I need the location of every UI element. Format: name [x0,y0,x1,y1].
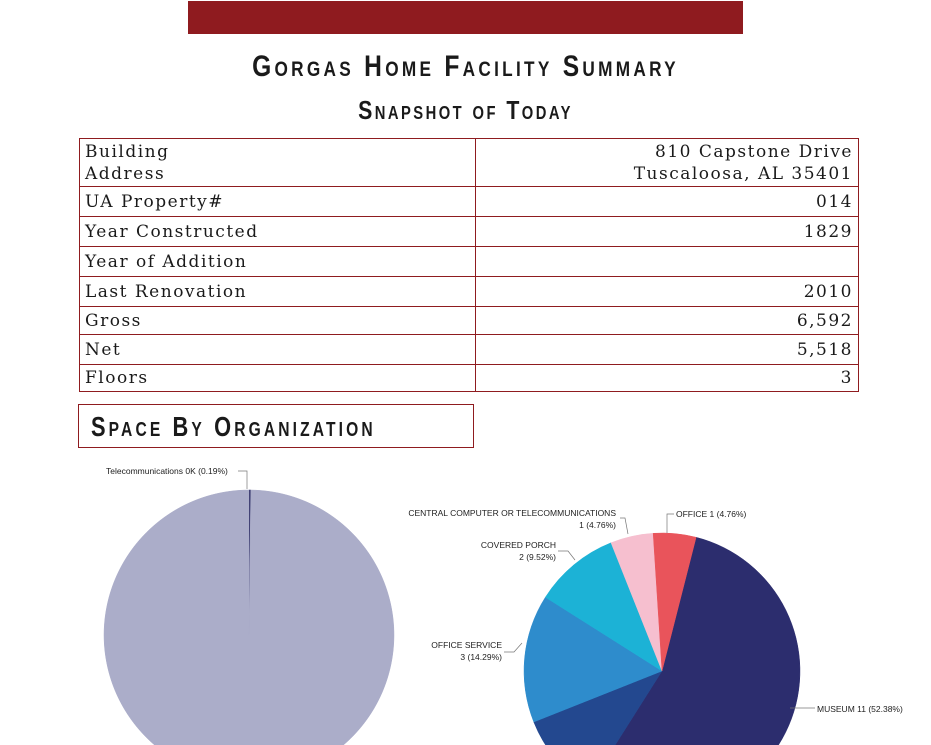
pie-label-covered-porch: COVERED PORCH [480,540,556,550]
pie-slice-other [104,490,394,745]
fact-value: 5,518 [476,335,859,365]
fact-value [476,247,859,277]
fact-label: Year Constructed [80,217,476,247]
fact-label: Gross [80,307,476,335]
pie-label-central-computer-or-telecommunications: CENTRAL COMPUTER OR TELECOMMUNICATIONS [408,508,616,518]
fact-label [80,139,476,187]
header-bar [188,1,743,34]
pie-leader-line [238,471,247,489]
fact-value: 3 [476,365,859,392]
fact-label-text: Building Address [85,141,170,184]
pie-leader-line [667,514,674,533]
pie-leader-line [504,643,522,652]
table-row [80,247,859,277]
table-row [80,187,859,217]
fact-label: UA Property# [80,187,476,217]
pie-leader-line [558,551,575,560]
section-title: Space By Organization [91,411,376,442]
fact-value [476,139,859,187]
pie-chart-organizations [408,508,903,745]
table-row [80,139,859,187]
pie-label-value: 3 (14.29%) [460,652,502,662]
fact-value: 2010 [476,277,859,307]
fact-label: Floors [80,365,476,392]
address-line-1: 810 Capstone Drive [655,141,853,162]
pie-label-museum: MUSEUM 11 (52.38%) [817,704,903,714]
section-header-box [78,404,474,448]
fact-label: Last Renovation [80,277,476,307]
page-subtitle: Snapshot of Today [358,95,573,125]
pie-chart-telecom [104,466,394,745]
space-by-organization-charts [0,455,931,745]
fact-value: 014 [476,187,859,217]
table-row [80,365,859,392]
pie-label-value: 2 (9.52%) [519,552,556,562]
table-row [80,277,859,307]
pie-label-office: OFFICE 1 (4.76%) [676,509,747,519]
table-row [80,307,859,335]
pie-label-office-service: OFFICE SERVICE [431,640,502,650]
fact-label: Net [80,335,476,365]
address-line-2: Tuscaloosa, AL 35401 [633,163,853,184]
table-row [80,217,859,247]
pie-label-telecommunications: Telecommunications 0K (0.19%) [106,466,228,476]
table-row [80,335,859,365]
fact-value: 6,592 [476,307,859,335]
pie-label-value: 1 (4.76%) [579,520,616,530]
page-title: Gorgas Home Facility Summary [252,50,679,83]
facility-facts-table [79,138,859,392]
fact-label: Year of Addition [80,247,476,277]
pie-leader-line [620,518,628,534]
fact-value: 1829 [476,217,859,247]
